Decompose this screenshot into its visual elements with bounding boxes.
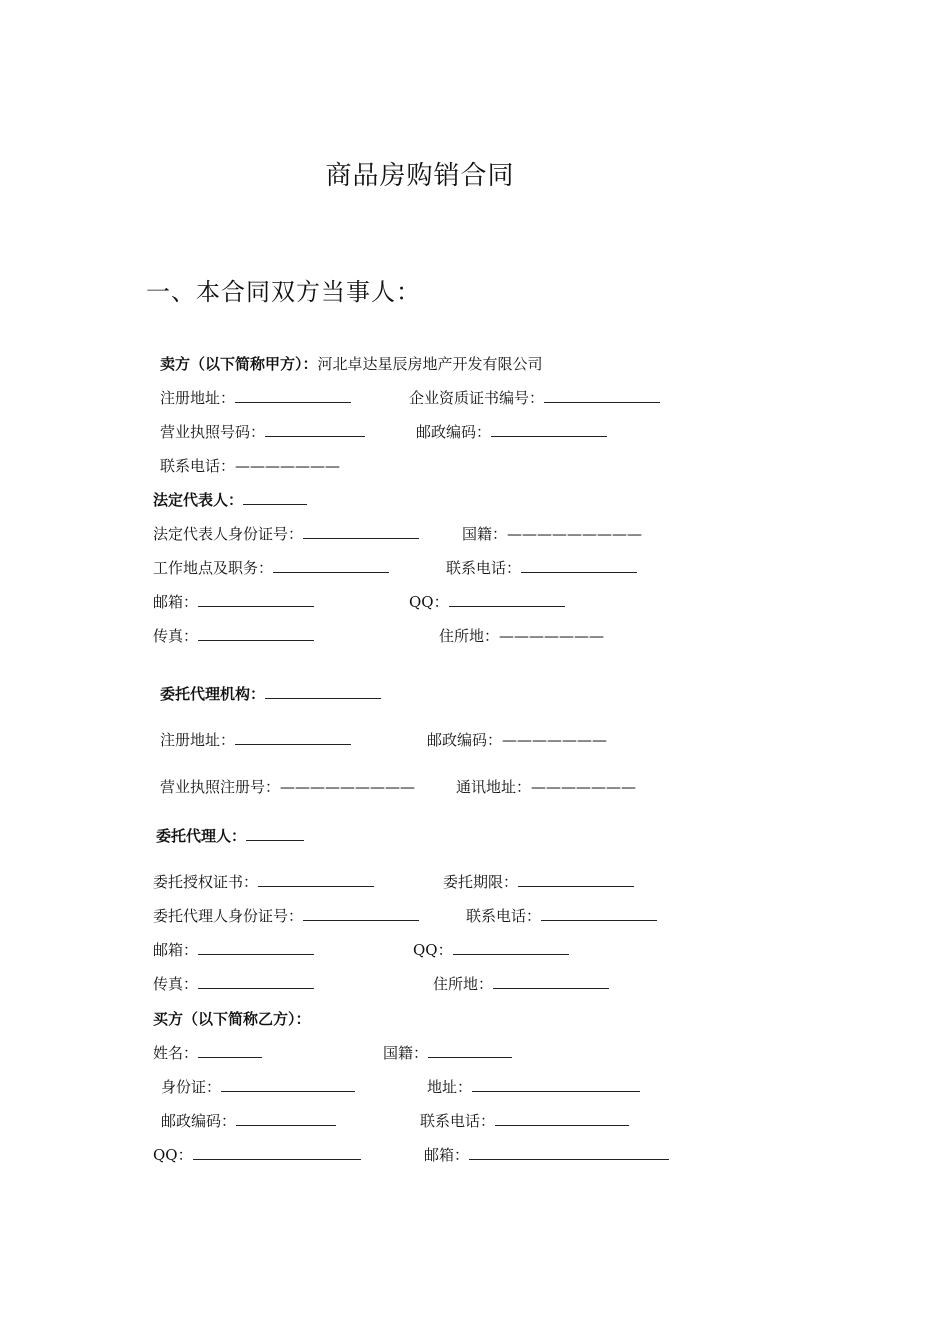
legal-rep-label: 法定代表人：	[153, 491, 244, 509]
buyer-id-label: 身份证：	[161, 1078, 222, 1096]
seller-license-row	[160, 421, 365, 443]
agency-label: 委托代理机构：	[160, 685, 266, 703]
buyer-address-label: 地址：	[427, 1078, 473, 1096]
legal-rep-residence-label: 住所地：	[439, 627, 500, 645]
agent-term-field[interactable]	[518, 872, 634, 887]
seller-license-label: 营业执照号码：	[160, 423, 266, 441]
seller-postcode-label: 邮政编码：	[416, 423, 492, 441]
agency-row	[160, 683, 381, 705]
agent-term-label: 委托期限：	[443, 873, 519, 891]
seller-phone-row	[160, 455, 340, 477]
seller-reg-address-label: 注册地址：	[160, 389, 236, 407]
agent-fax-field[interactable]	[198, 974, 314, 989]
agent-authorization-field[interactable]	[258, 872, 374, 887]
buyer-qq-row	[153, 1144, 361, 1166]
legal-rep-id-field[interactable]	[303, 524, 419, 539]
agent-phone-field[interactable]	[541, 906, 657, 921]
seller-name: 河北卓达星辰房地产开发有限公司	[317, 355, 543, 373]
legal-rep-email-label: 邮箱：	[153, 593, 199, 611]
legal-rep-fax-label: 传真：	[153, 627, 199, 645]
seller-qualification-row	[409, 387, 660, 409]
buyer-email-label: 邮箱：	[424, 1146, 470, 1164]
buyer-address-field[interactable]	[472, 1077, 640, 1092]
buyer-nationality-field[interactable]	[428, 1043, 512, 1058]
buyer-row	[153, 1008, 311, 1030]
agency-postcode-dashes: ———————	[502, 731, 608, 749]
agent-label: 委托代理人：	[156, 827, 247, 845]
buyer-name-row	[153, 1042, 262, 1064]
buyer-address-row	[427, 1076, 640, 1098]
agent-row	[156, 825, 304, 847]
agent-qq-field[interactable]	[453, 940, 569, 955]
seller-line	[160, 353, 543, 375]
buyer-id-row	[161, 1076, 355, 1098]
agency-address-dashes: ———————	[531, 778, 637, 796]
agent-phone-label: 联系电话：	[466, 907, 542, 925]
agent-fax-row	[153, 973, 314, 995]
agency-license-dashes: —————————	[280, 778, 416, 796]
legal-rep-phone-field[interactable]	[521, 558, 637, 573]
agency-field[interactable]	[265, 684, 381, 699]
buyer-phone-row	[420, 1110, 629, 1132]
agent-email-row	[153, 939, 314, 961]
legal-rep-phone-label: 联系电话：	[446, 559, 522, 577]
legal-rep-nationality-dashes: —————————	[507, 525, 643, 543]
agent-fax-label: 传真：	[153, 975, 199, 993]
agency-reg-address-label: 注册地址：	[160, 731, 236, 749]
buyer-nationality-row	[383, 1042, 512, 1064]
buyer-phone-field[interactable]	[495, 1111, 629, 1126]
agency-reg-address-field[interactable]	[235, 730, 351, 745]
agent-phone-row	[466, 905, 657, 927]
agent-authorization-row	[153, 871, 374, 893]
agent-qq-label: QQ：	[413, 941, 453, 959]
legal-rep-qq-row	[409, 591, 565, 613]
legal-rep-field[interactable]	[243, 490, 307, 505]
agency-postcode-row	[427, 729, 607, 751]
buyer-id-field[interactable]	[221, 1077, 355, 1092]
agency-postcode-label: 邮政编码：	[427, 731, 503, 749]
legal-rep-residence-row	[439, 625, 604, 647]
agent-term-row	[443, 871, 634, 893]
legal-rep-residence-dashes: ———————	[499, 627, 605, 645]
agent-email-label: 邮箱：	[153, 941, 199, 959]
seller-phone-dashes: ———————	[235, 457, 341, 475]
legal-rep-nationality-label: 国籍：	[462, 525, 508, 543]
buyer-name-label: 姓名：	[153, 1044, 199, 1062]
seller-qualification-label: 企业资质证书编号：	[409, 389, 545, 407]
legal-rep-row	[153, 489, 307, 511]
buyer-email-field[interactable]	[469, 1145, 669, 1160]
buyer-phone-label: 联系电话：	[420, 1112, 496, 1130]
buyer-email-row	[424, 1144, 669, 1166]
seller-phone-label: 联系电话：	[160, 457, 236, 475]
legal-rep-id-row	[153, 523, 419, 545]
seller-reg-address-field[interactable]	[235, 388, 351, 403]
agency-address-label: 通讯地址：	[456, 778, 532, 796]
legal-rep-work-row	[153, 557, 389, 579]
buyer-label: 买方（以下简称乙方）：	[153, 1010, 311, 1028]
seller-reg-address-row	[160, 387, 351, 409]
legal-rep-id-label: 法定代表人身份证号：	[153, 525, 304, 543]
legal-rep-work-label: 工作地点及职务：	[153, 559, 274, 577]
agent-residence-field[interactable]	[493, 974, 609, 989]
legal-rep-nationality-row	[462, 523, 642, 545]
legal-rep-phone-row	[446, 557, 637, 579]
agent-residence-row	[433, 973, 609, 995]
buyer-nationality-label: 国籍：	[383, 1044, 429, 1062]
agency-reg-address-row	[160, 729, 351, 751]
agent-field[interactable]	[246, 826, 304, 841]
agent-qq-row	[413, 939, 569, 961]
agency-license-label: 营业执照注册号：	[160, 778, 281, 796]
buyer-name-field[interactable]	[198, 1043, 262, 1058]
seller-postcode-field[interactable]	[491, 422, 607, 437]
legal-rep-work-field[interactable]	[273, 558, 389, 573]
section-heading-parties: 一、本合同双方当事人：	[146, 278, 421, 306]
legal-rep-qq-field[interactable]	[449, 592, 565, 607]
agent-id-label: 委托代理人身份证号：	[153, 907, 304, 925]
seller-license-field[interactable]	[265, 422, 365, 437]
buyer-qq-field[interactable]	[193, 1145, 361, 1160]
buyer-postcode-field[interactable]	[236, 1111, 336, 1126]
seller-qualification-field[interactable]	[544, 388, 660, 403]
buyer-qq-label: QQ：	[153, 1146, 193, 1164]
seller-postcode-row	[416, 421, 607, 443]
legal-rep-email-row	[153, 591, 314, 613]
seller-label: 卖方（以下简称甲方）：	[160, 355, 318, 373]
agent-id-row	[153, 905, 419, 927]
legal-rep-email-field[interactable]	[198, 592, 314, 607]
document-title: 商品房购销合同	[325, 161, 515, 191]
legal-rep-qq-label: QQ：	[409, 593, 449, 611]
agency-address-row	[456, 776, 636, 798]
agent-email-field[interactable]	[198, 940, 314, 955]
agent-id-field[interactable]	[303, 906, 419, 921]
legal-rep-fax-row	[153, 625, 314, 647]
agent-authorization-label: 委托授权证书：	[153, 873, 259, 891]
buyer-postcode-label: 邮政编码：	[161, 1112, 237, 1130]
buyer-postcode-row	[161, 1110, 336, 1132]
agent-residence-label: 住所地：	[433, 975, 494, 993]
agency-license-row	[160, 776, 415, 798]
legal-rep-fax-field[interactable]	[198, 626, 314, 641]
